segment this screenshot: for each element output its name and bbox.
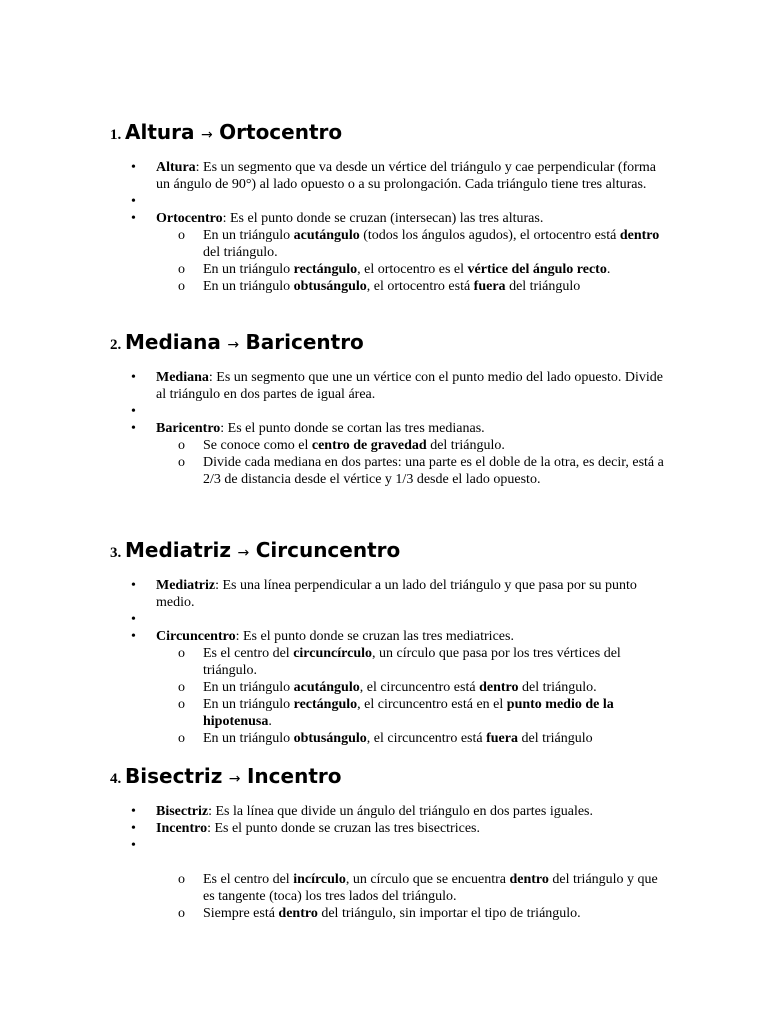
section-heading xyxy=(110,763,342,789)
item-list xyxy=(0,577,768,747)
bullet-icon: • xyxy=(131,629,136,644)
item-text: del triángulo. xyxy=(426,438,505,453)
item-text: del triángulo y que es tangente (toca) los tres lados del triángulo. xyxy=(203,872,658,904)
sub-list-item xyxy=(0,905,668,922)
item-text: En un triángulo xyxy=(203,262,294,277)
bold-term: Circuncentro xyxy=(156,629,236,644)
sub-list-item xyxy=(0,730,668,747)
item-text: del triángulo. xyxy=(203,245,278,260)
item-text: : Es el punto donde se cruzan las tres bisectrices. xyxy=(207,821,480,836)
sub-list-item xyxy=(0,871,668,905)
bold-term: centro de gravedad xyxy=(311,438,427,453)
bold-term: vértice del ángulo recto xyxy=(467,262,607,277)
item-text: . xyxy=(606,262,611,277)
bullet-icon: • xyxy=(131,821,136,836)
sub-list-item xyxy=(0,645,668,679)
arrow-icon: → xyxy=(196,127,218,143)
bold-term: rectángulo xyxy=(293,262,358,277)
circle-bullet-icon: o xyxy=(178,872,185,887)
sub-list-item xyxy=(0,278,668,295)
item-text: del triángulo xyxy=(505,279,581,294)
bold-term: Mediana xyxy=(156,370,209,385)
bold-term: Altura xyxy=(156,160,196,175)
bold-term: incírculo xyxy=(293,872,346,887)
item-text: : Es el punto donde se cruzan las tres mediatrices. xyxy=(235,629,514,644)
bold-term: dentro xyxy=(479,680,519,695)
circle-bullet-icon: o xyxy=(178,438,185,453)
bold-term: fuera xyxy=(486,731,518,746)
item-text: : Es el punto donde se cortan las tres medianas. xyxy=(220,421,485,436)
item-text: Se conoce como el xyxy=(203,438,312,453)
bullet-icon: • xyxy=(131,194,136,209)
sub-list-item xyxy=(0,227,668,261)
item-text: del triángulo. xyxy=(518,680,597,695)
section-heading xyxy=(110,329,364,355)
item-list xyxy=(0,803,768,922)
heading-result: Circuncentro xyxy=(255,538,401,562)
bullet-icon: • xyxy=(131,838,136,853)
bullet-icon: • xyxy=(131,370,136,385)
bold-term: Baricentro xyxy=(156,421,221,436)
item-text: En un triángulo xyxy=(203,228,294,243)
bold-term: Mediatriz xyxy=(156,578,216,593)
item-text: : Es un segmento que une un vértice con el punto medio del lado opuesto. Divide al triángulo en dos partes de igual área. xyxy=(156,370,664,402)
list-item xyxy=(0,628,666,645)
circle-bullet-icon: o xyxy=(178,697,185,712)
list-item xyxy=(0,577,666,611)
bold-term: circuncírculo xyxy=(293,646,372,661)
sub-list-item xyxy=(0,696,668,730)
list-item xyxy=(0,159,666,193)
item-text: Es el centro del xyxy=(203,872,294,887)
item-text: (todos los ángulos agudos), el ortocentro está xyxy=(359,228,620,243)
section-heading xyxy=(110,119,342,145)
item-text: En un triángulo xyxy=(203,731,294,746)
item-text: Siempre está xyxy=(203,906,279,921)
arrow-icon: → xyxy=(222,337,244,353)
circle-bullet-icon: o xyxy=(178,228,185,243)
bullet-icon: • xyxy=(131,211,136,226)
list-item xyxy=(0,403,666,420)
item-text: : Es un segmento que va desde un vértice del triángulo y cae perpendicular (forma un ángulo de 90°) al lado opuesto o a su prolongación. Cada triángulo tiene tres alturas. xyxy=(156,160,656,192)
sub-list-item xyxy=(0,261,668,278)
heading-term: Mediana xyxy=(125,330,221,354)
item-text: , un círculo que pasa por los tres vértices del triángulo. xyxy=(203,646,621,678)
bold-term: obtusángulo xyxy=(293,279,367,294)
list-item xyxy=(0,611,666,628)
item-text: , un círculo que se encuentra xyxy=(345,872,510,887)
circle-bullet-icon: o xyxy=(178,731,185,746)
section-number: 1. xyxy=(110,127,125,143)
circle-bullet-icon: o xyxy=(178,262,185,277)
item-text: del triángulo xyxy=(517,731,593,746)
item-text: En un triángulo xyxy=(203,697,294,712)
item-text: , el ortocentro es el xyxy=(357,262,468,277)
circle-bullet-icon: o xyxy=(178,906,185,921)
bold-term: dentro xyxy=(619,228,660,243)
section-number: 3. xyxy=(110,545,125,561)
heading-result: Baricentro xyxy=(245,330,364,354)
item-text: : Es la línea que divide un ángulo del triángulo en dos partes iguales. xyxy=(208,804,593,819)
circle-bullet-icon: o xyxy=(178,279,185,294)
bold-term: fuera xyxy=(473,279,506,294)
bullet-icon: • xyxy=(131,612,136,627)
list-item xyxy=(0,193,666,210)
item-text: Es el centro del xyxy=(203,646,294,661)
sub-list-item xyxy=(0,679,668,696)
bold-term: obtusángulo xyxy=(293,731,367,746)
item-text: En un triángulo xyxy=(203,680,294,695)
heading-result: Incentro xyxy=(246,764,342,788)
heading-term: Altura xyxy=(125,120,195,144)
bullet-icon: • xyxy=(131,421,136,436)
item-text: , el circuncentro está en el xyxy=(357,697,507,712)
item-text: , el ortocentro está xyxy=(366,279,474,294)
heading-term: Mediatriz xyxy=(125,538,232,562)
bold-term: dentro xyxy=(509,872,549,887)
circle-bullet-icon: o xyxy=(178,646,185,661)
bold-term: Bisectriz xyxy=(156,804,209,819)
list-item xyxy=(0,369,666,403)
bold-term: Ortocentro xyxy=(156,211,223,226)
item-list xyxy=(0,159,768,295)
list-item xyxy=(0,854,666,871)
list-item xyxy=(0,803,666,820)
item-text: : Es el punto donde se cruzan (intersecan) las tres alturas. xyxy=(222,211,544,226)
heading-term: Bisectriz xyxy=(125,764,223,788)
list-item xyxy=(0,420,666,437)
list-item xyxy=(0,837,666,854)
section-number: 2. xyxy=(110,337,125,353)
section-heading xyxy=(110,537,400,563)
bold-term: acutángulo xyxy=(293,680,360,695)
bold-term: acutángulo xyxy=(293,228,360,243)
item-text: . xyxy=(268,714,272,729)
bullet-icon: • xyxy=(131,404,136,419)
bold-term: punto medio de la hipotenusa xyxy=(203,697,614,729)
bold-term: dentro xyxy=(278,906,318,921)
circle-bullet-icon: o xyxy=(178,680,185,695)
sub-list-item xyxy=(0,437,668,454)
bullet-icon: • xyxy=(131,804,136,819)
bullet-icon: • xyxy=(131,160,136,175)
bold-term: rectángulo xyxy=(293,697,358,712)
item-text: : Es una línea perpendicular a un lado del triángulo y que pasa por su punto medio. xyxy=(156,578,637,610)
item-text: del triángulo, sin importar el tipo de triángulo. xyxy=(317,906,581,921)
heading-result: Ortocentro xyxy=(219,120,343,144)
item-list xyxy=(0,369,768,488)
item-text: En un triángulo xyxy=(203,279,294,294)
list-item xyxy=(0,210,666,227)
arrow-icon: → xyxy=(233,545,254,561)
item-text: , el circuncentro está xyxy=(359,680,480,695)
bold-term: Incentro xyxy=(156,821,208,836)
item-text: Divide cada mediana en dos partes: una parte es el doble de la otra, es decir, está a 2/3 de distancia desde el vértice y 1/3 desde el lado opuesto. xyxy=(203,455,664,487)
list-item xyxy=(0,820,666,837)
arrow-icon: → xyxy=(224,771,245,787)
section-number: 4. xyxy=(110,771,125,787)
circle-bullet-icon: o xyxy=(178,455,185,470)
bullet-icon: • xyxy=(131,578,136,593)
item-text: , el circuncentro está xyxy=(366,731,487,746)
sub-list-item xyxy=(0,454,668,488)
